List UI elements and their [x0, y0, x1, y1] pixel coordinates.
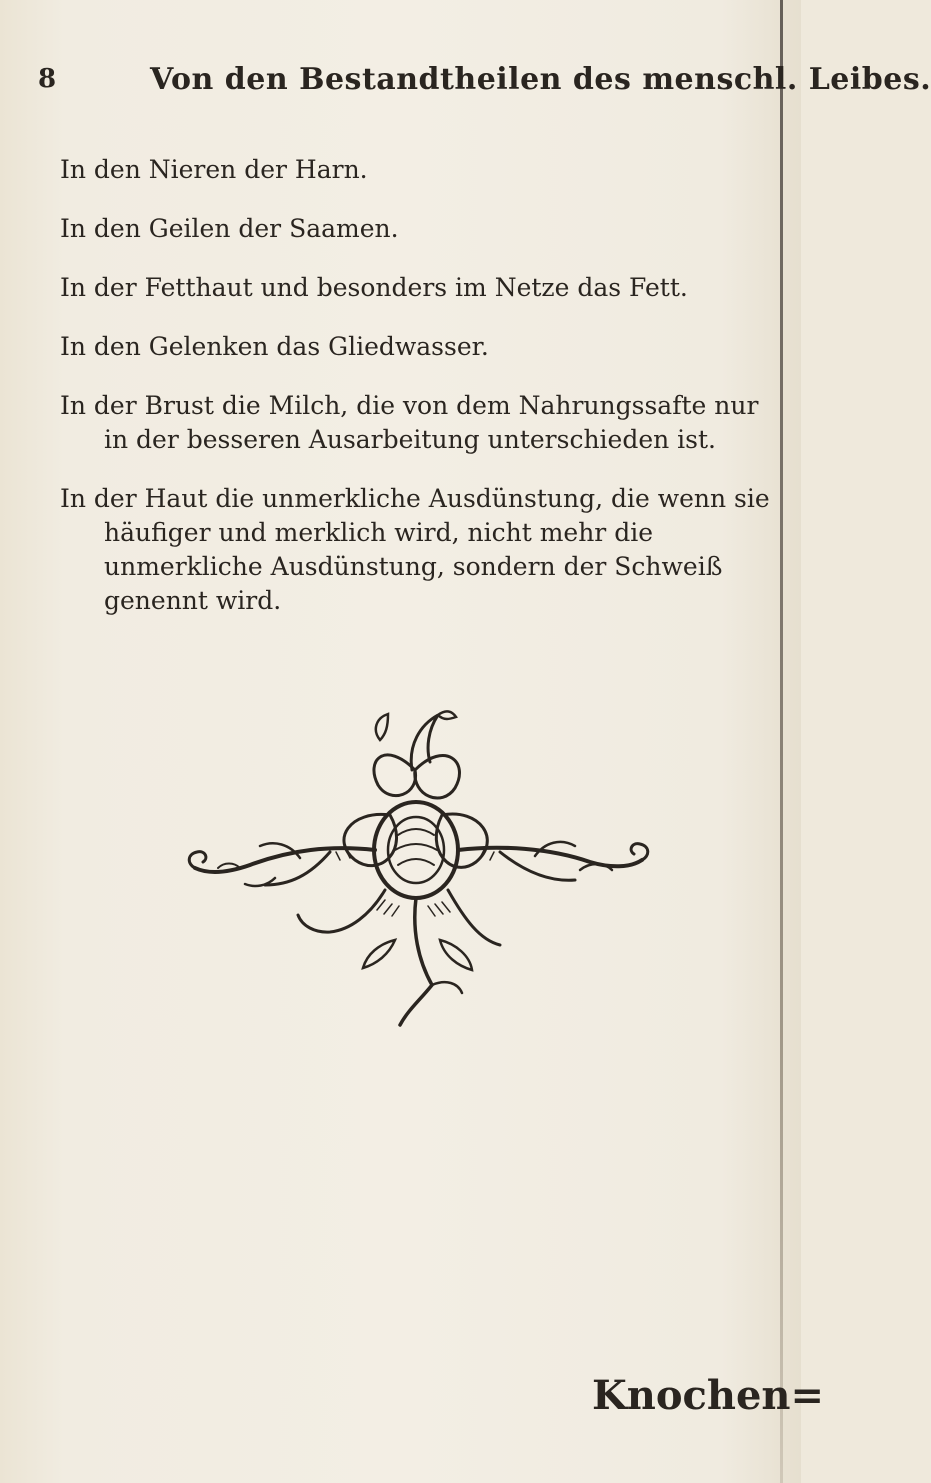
entry-fat: In der Fetthaut und besonders im Netze das Fett. [60, 273, 688, 302]
running-head: Von den Bestandtheilen des menschl. Leibes. [150, 62, 931, 97]
entry-list [60, 128, 775, 626]
entry-seed: In den Geilen der Saamen. [60, 214, 399, 243]
entry-joints: In den Gelenken das Gliedwasser. [60, 332, 489, 361]
entry-breast: In der Brust die Milch, die von dem Nahrungssafte nur in der besseren Ausarbeitung unterschieden ist. [60, 391, 759, 454]
floral-vignette-icon [180, 700, 650, 1030]
catchword: Knochen= [592, 1372, 825, 1419]
page-edge [780, 0, 783, 1483]
entry-skin: In der Haut die unmerkliche Ausdünstung, die wenn sie häufiger und merklich wird, nicht mehr die unmerkliche Ausdünstung, sondern der Schweiß genennt wird. [60, 484, 770, 615]
page-header [38, 62, 931, 102]
entry-kidneys: In den Nieren der Harn. [60, 155, 368, 184]
page-number: 8 [38, 64, 57, 94]
